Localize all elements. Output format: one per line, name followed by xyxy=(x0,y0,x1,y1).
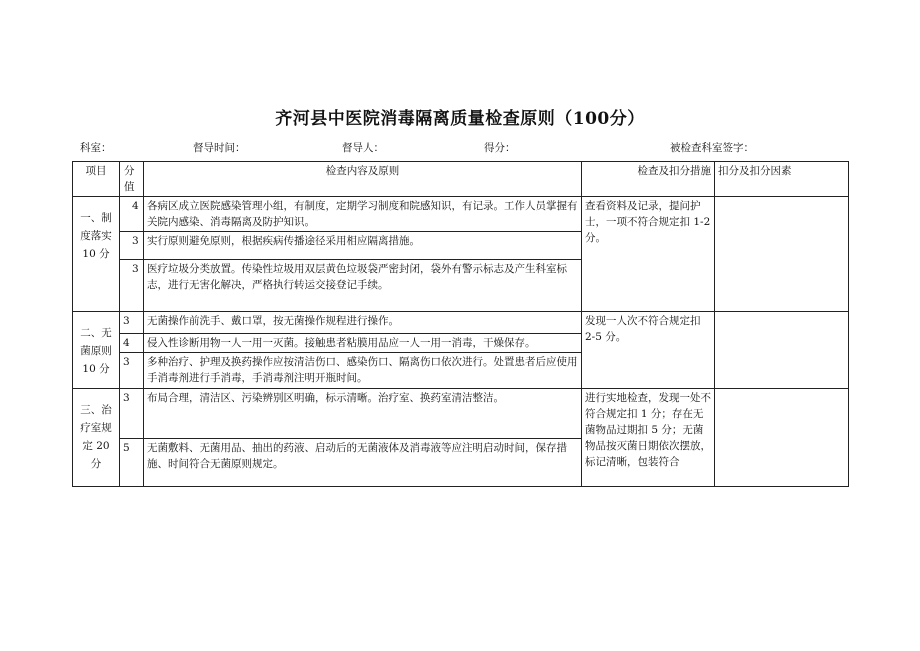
check-cell: 查看资料及记录，提问护士，一项不符合规定扣 1-2 分。 xyxy=(582,197,715,312)
inspection-table xyxy=(72,161,849,487)
signature-label: 被检查科室签字： xyxy=(670,142,754,154)
score-cell: 3 xyxy=(120,232,144,260)
header-item: 项目 xyxy=(73,162,120,197)
page-title: 齐河县中医院消毒隔离质量检查原则（100分） xyxy=(275,109,645,129)
score-cell: 3 xyxy=(120,312,144,334)
content-cell: 无菌敷料、无菌用品、抽出的药液、启动后的无菌液体及消毒液等应注明启动时间，保存措施、时间符合无菌原则规定。 xyxy=(144,439,582,487)
section-label: 二、无菌原则 10 分 xyxy=(73,312,120,389)
section-label: 三、治疗室规定 20 分 xyxy=(73,389,120,487)
header-check: 检查及扣分措施 xyxy=(582,162,715,197)
supervisor-label: 督导人： xyxy=(342,142,384,154)
score-cell: 3 xyxy=(120,353,144,389)
content-cell: 医疗垃圾分类放置。传染性垃圾用双层黄色垃圾袋严密封闭，袋外有警示标志及产生科室标志，进行无害化解决，严格执行转运交接登记手续。 xyxy=(144,260,582,312)
content-cell: 侵入性诊断用物一人一用一灭菌。接触患者粘膜用品应一人一用一消毒，干燥保存。 xyxy=(144,334,582,353)
score-cell: 3 xyxy=(120,389,144,439)
score-label: 得分： xyxy=(484,142,516,154)
score-cell: 4 xyxy=(120,334,144,353)
table-row xyxy=(73,389,849,439)
header-content: 检查内容及原则 xyxy=(144,162,582,197)
score-cell: 4 xyxy=(120,197,144,232)
score-cell: 5 xyxy=(120,439,144,487)
dept-label: 科室： xyxy=(80,142,112,154)
table-row xyxy=(73,197,849,232)
deduct-cell xyxy=(715,312,849,389)
header-score: 分值 xyxy=(120,162,144,197)
time-label: 督导时间： xyxy=(193,142,246,154)
deduct-cell xyxy=(715,197,849,312)
content-cell: 各病区成立医院感染管理小组，有制度，定期学习制度和院感知识，有记录。工作人员掌握有关院内感染、消毒隔离及防护知识。 xyxy=(144,197,582,232)
header-deduct: 扣分及扣分因素 xyxy=(715,162,849,197)
table-row xyxy=(73,312,849,334)
content-cell: 无菌操作前洗手、戴口罩，按无菌操作规程进行操作。 xyxy=(144,312,582,334)
score-cell: 3 xyxy=(120,260,144,312)
deduct-cell xyxy=(715,389,849,487)
content-cell: 布局合理，清洁区、污染辨别区明确，标示清晰。治疗室、换药室清洁整洁。 xyxy=(144,389,582,439)
content-cell: 实行原则避免原则，根据疾病传播途径采用相应隔离措施。 xyxy=(144,232,582,260)
check-cell: 发现一人次不符合规定扣 2-5 分。 xyxy=(582,312,715,389)
section-label: 一、制度落实 10 分 xyxy=(73,197,120,312)
header-row xyxy=(73,162,849,197)
check-cell: 进行实地检查，发现一处不符合规定扣 1 分；存在无菌物品过期扣 5 分；无菌物品按灭菌日期依次摆放，标记清晰，包装符合 xyxy=(582,389,715,487)
content-cell: 多种治疗、护理及换药操作应按清洁伤口、感染伤口、隔离伤口依次进行。处置患者后应使用手消毒剂进行手消毒，手消毒剂注明开瓶时间。 xyxy=(144,353,582,389)
